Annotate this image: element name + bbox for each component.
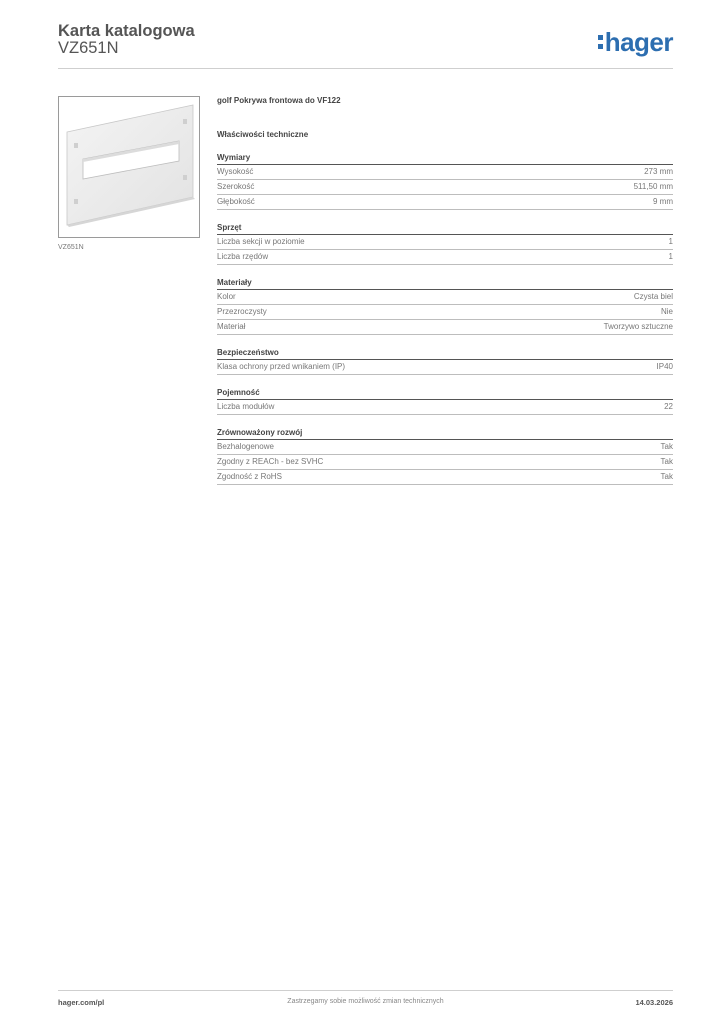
property-value: 1 bbox=[668, 237, 673, 246]
hager-logo bbox=[598, 28, 673, 56]
property-value: Tak bbox=[660, 442, 673, 451]
section-title: Sprzęt bbox=[217, 221, 673, 235]
property-label: Zgodność z RoHS bbox=[217, 472, 282, 481]
section-title: Bezpieczeństwo bbox=[217, 346, 673, 360]
product-image bbox=[58, 96, 200, 238]
property-label: Szerokość bbox=[217, 182, 255, 191]
property-label: Liczba modułów bbox=[217, 402, 275, 411]
property-row bbox=[217, 455, 673, 470]
section-sustainability bbox=[217, 426, 673, 485]
property-label: Przezroczysty bbox=[217, 307, 267, 316]
property-label: Liczba sekcji w poziomie bbox=[217, 237, 305, 246]
section-title: Wymiary bbox=[217, 151, 673, 165]
property-label: Bezhalogenowe bbox=[217, 442, 274, 451]
property-value: 511,50 mm bbox=[633, 182, 673, 191]
section-equipment bbox=[217, 221, 673, 265]
property-label: Kolor bbox=[217, 292, 236, 301]
section-safety bbox=[217, 346, 673, 375]
document-title: Karta katalogowa bbox=[58, 22, 195, 40]
page-footer bbox=[58, 998, 673, 1010]
property-label: Liczba rzędów bbox=[217, 252, 269, 261]
property-value: 273 mm bbox=[644, 167, 673, 176]
property-row bbox=[217, 320, 673, 335]
property-row bbox=[217, 305, 673, 320]
properties-title: Właściwości techniczne bbox=[217, 130, 309, 139]
disclaimer-text: Zastrzegamy sobie możliwość zmian technicznych bbox=[287, 998, 444, 1005]
front-cover-panel-icon bbox=[59, 97, 199, 237]
image-caption: VZ651N bbox=[58, 244, 84, 251]
section-title: Pojemność bbox=[217, 386, 673, 400]
property-label: Głębokość bbox=[217, 197, 255, 206]
section-materials bbox=[217, 276, 673, 335]
product-details bbox=[217, 95, 673, 485]
header-divider bbox=[58, 68, 673, 69]
logo-dots-icon bbox=[598, 35, 603, 49]
property-row bbox=[217, 195, 673, 210]
page-header bbox=[58, 22, 673, 70]
property-label: Materiał bbox=[217, 322, 246, 331]
property-value: Tak bbox=[660, 457, 673, 466]
product-name: golf Pokrywa frontowa do VF122 bbox=[217, 96, 341, 105]
property-label: Wysokość bbox=[217, 167, 254, 176]
property-row bbox=[217, 290, 673, 305]
property-row bbox=[217, 165, 673, 180]
property-value: Tak bbox=[660, 472, 673, 481]
section-capacity bbox=[217, 386, 673, 415]
property-label: Klasa ochrony przed wnikaniem (IP) bbox=[217, 362, 346, 371]
property-row bbox=[217, 235, 673, 250]
property-value: 9 mm bbox=[653, 197, 673, 206]
property-value: Tworzywo sztuczne bbox=[603, 322, 673, 331]
section-title: Zrównoważony rozwój bbox=[217, 426, 673, 440]
property-value: Nie bbox=[660, 307, 673, 316]
property-row bbox=[217, 360, 673, 375]
property-label: Zgodny z REACh - bez SVHC bbox=[217, 457, 324, 466]
property-row bbox=[217, 440, 673, 455]
property-value: 22 bbox=[664, 402, 673, 411]
property-value: 1 bbox=[668, 252, 673, 261]
property-value: IP40 bbox=[656, 362, 673, 371]
property-row bbox=[217, 400, 673, 415]
section-title: Materiały bbox=[217, 276, 673, 290]
section-dimensions bbox=[217, 151, 673, 210]
product-code: VZ651N bbox=[58, 39, 119, 57]
document-date: 14.03.2026 bbox=[635, 998, 673, 1007]
property-value: Czysta biel bbox=[633, 292, 673, 301]
property-row bbox=[217, 250, 673, 265]
website-link[interactable]: hager.com/pl bbox=[58, 998, 105, 1007]
logo-wordmark: hager bbox=[604, 27, 673, 57]
footer-divider bbox=[58, 990, 673, 991]
property-row bbox=[217, 180, 673, 195]
property-row bbox=[217, 470, 673, 485]
